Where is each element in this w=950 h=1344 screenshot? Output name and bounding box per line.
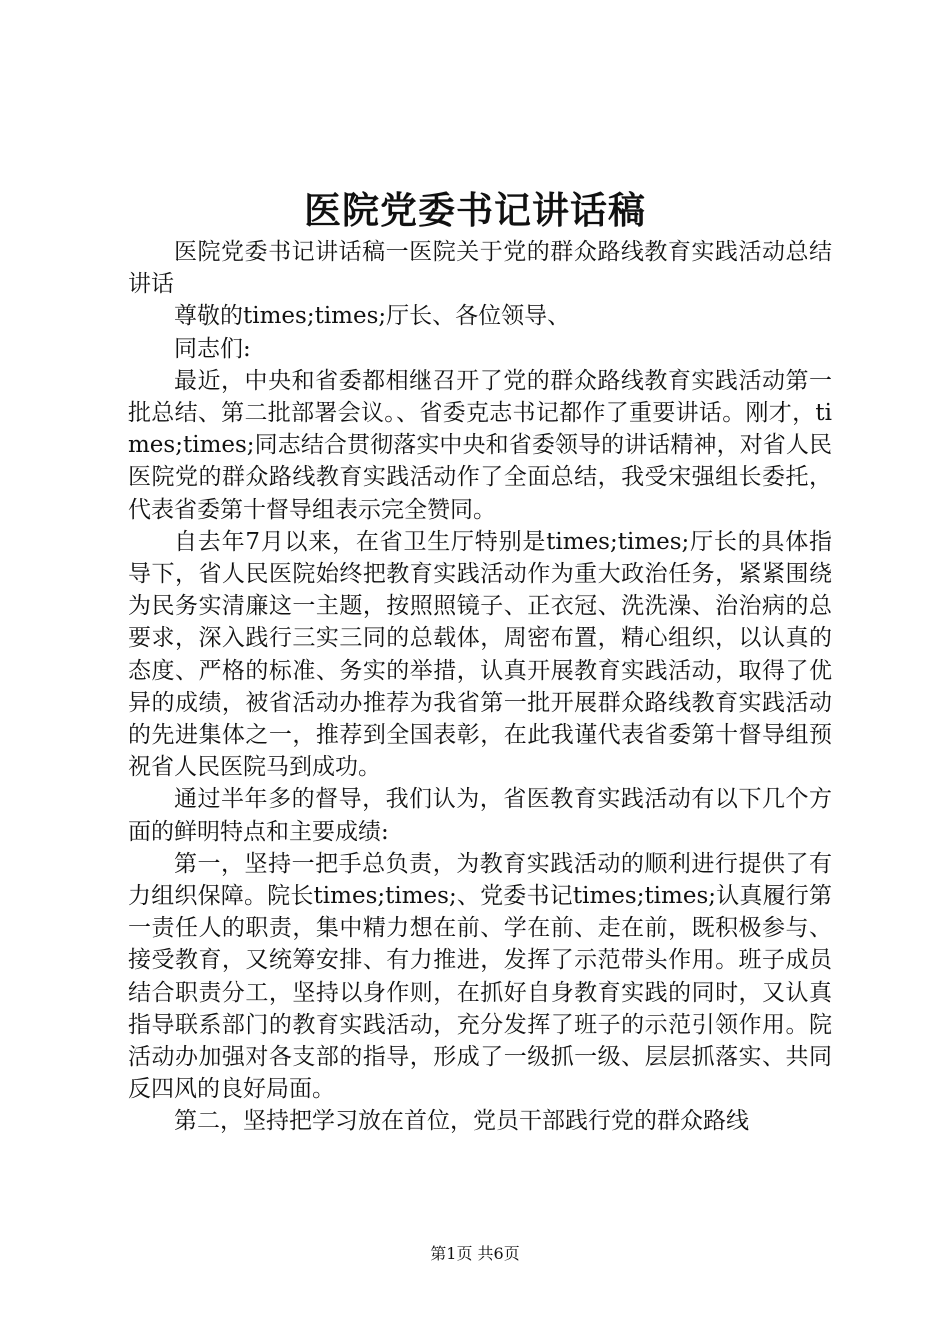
paragraph-comrades: 同志们: (174, 335, 251, 362)
paragraph-point-one: 第一，坚持一把手总负责，为教育实践活动的顺利进行提供了有力组织保障。院长times;times;、党委书记times;times;认真履行第一责任人的职责，集中精力想在前、学在前、走在前，既积极参与、接受教育，又统筹安排、有力推进，发挥了示范带头作用。班子成员结合职责分工，坚持以身作则，在抓好自身教育实践的同时，又认真指导联系部门的教育实践活动，充分发挥了班子的示范引领作用。院活动办加强对各支部的指导，形成了一级抓一级、层层抓落实、共同反四风的良好局面。 (128, 850, 832, 1103)
paragraph-since-july: 自去年7月以来，在省卫生厅特别是times;times;厅长的具体指导下，省人民医院始终把教育实践活动作为重大政治任务，紧紧围绕为民务实清廉这一主题，按照照镜子、正衣冠、洗洗澡、治治病的总要求，深入践行三实三同的总载体，周密布置，精心组织，以认真的态度、严格的标准、务实的举措，认真开展教育实践活动，取得了优异的成绩，被省活动办推荐为我省第一批开展群众路线教育实践活动的先进集体之一，推荐到全国表彰，在此我谨代表省委第十督导组预祝省人民医院马到成功。 (128, 528, 832, 781)
page-number-footer: 第1页 共6页 (430, 1244, 520, 1263)
paragraph-salutation: 尊敬的times;times;厅长、各位领导、 (174, 303, 571, 330)
paragraph-heading-line: 医院党委书记讲话稿一医院关于党的群众路线教育实践活动总结讲话 (128, 239, 832, 298)
paragraph-supervision: 通过半年多的督导，我们认为，省医教育实践活动有以下几个方面的鲜明特点和主要成绩: (128, 786, 832, 845)
paragraph-point-two: 第二，坚持把学习放在首位，党员干部践行党的群众路线 (174, 1108, 749, 1135)
document-body (128, 236, 832, 1138)
paragraph-recent-meetings: 最近，中央和省委都相继召开了党的群众路线教育实践活动第一批总结、第二批部署会议。、省委克志书记都作了重要讲话。刚才，times;times;同志结合贯彻落实中央和省委领导的讲话精神，对省人民医院党的群众路线教育实践活动作了全面总结，我受宋强组长委托，代表省委第十督导组表示完全赞同。 (128, 367, 832, 523)
document-title: 医院党委书记讲话稿 (304, 188, 646, 232)
